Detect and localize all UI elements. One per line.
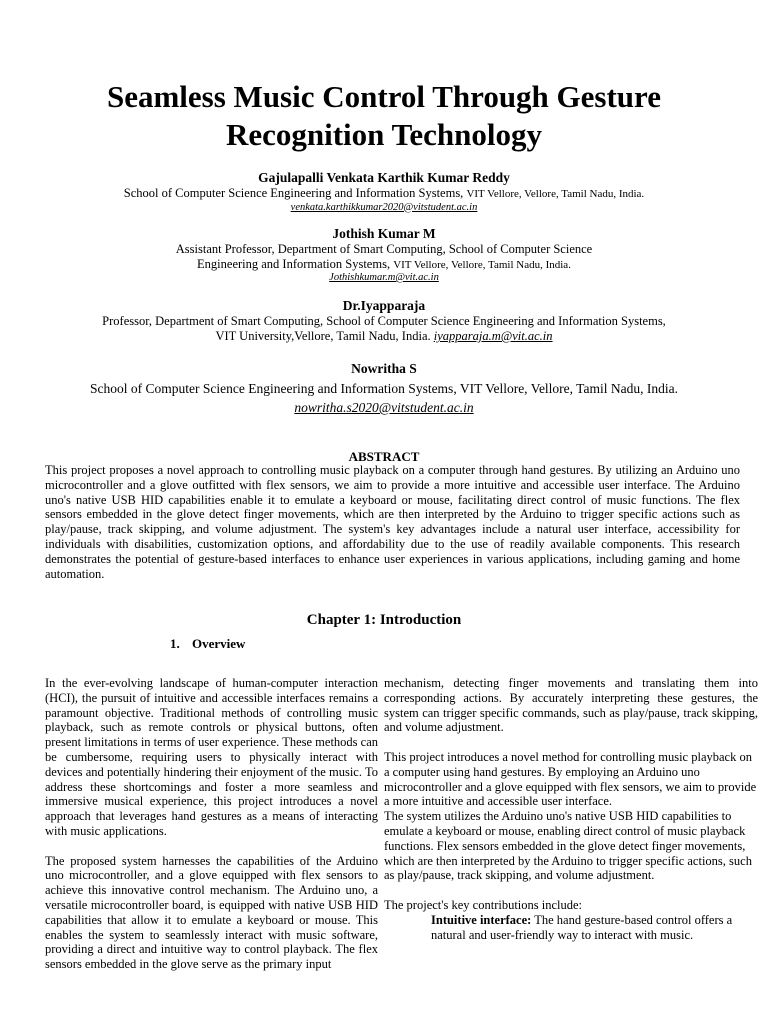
- author-block-2: [30, 226, 738, 284]
- author-affiliation: Assistant Professor, Department of Smart Computing, School of Computer Science: [175, 242, 593, 256]
- author-name: Gajulapalli Venkata Karthik Kumar Reddy: [258, 170, 510, 185]
- paragraph: The project's key contributions include:: [384, 897, 583, 912]
- author-name: Jothish Kumar M: [332, 226, 436, 241]
- section-number: 1.: [170, 636, 180, 651]
- author-email[interactable]: iyapparaja.m@vit.ac.in: [433, 329, 553, 343]
- author-block-3: [30, 298, 738, 344]
- paragraph: mechanism, detecting finger movements and translating them into corresponding actions. By accurately interpreting these gestures, the system can trigger specific commands, such as play/pause, track skipping, and volume adjustment.: [384, 676, 758, 735]
- left-column: [45, 676, 378, 972]
- abstract-heading: ABSTRACT: [348, 449, 420, 464]
- list-item-text: The hand gesture-based control offers a natural and user-friendly way to interact with music.: [431, 912, 733, 942]
- author-email[interactable]: Jothishkumar.m@vit.ac.in: [329, 272, 439, 283]
- section-heading: [170, 636, 245, 652]
- abstract-text: This project proposes a novel approach to controlling music playback on a computer through hand gestures. By utilizing an Arduino uno microcontroller and a glove outfitted with flex sensors, we aim to provide a more intuitive and accessible user interface. The Arduino uno's native USB HID capabilities enable it to emulate a keyboard or mouse, facilitating direct control of music functions. The flex sensors embedded in the glove detect finger movements, which are then interpreted by the Arduino to trigger specific actions such as play/pause, track skipping, and volume adjustment. The system's key advantages include a natural user interface, accessibility for individuals with disabilities, customization options, and affordability due to the use of readily available components. This research demonstrates the potential of gesture-based interfaces to enhance user experiences in various applications, including gaming and home automation.: [45, 463, 740, 581]
- right-column: [384, 676, 758, 942]
- author-name: Dr.Iyapparaja: [342, 298, 426, 313]
- section-title: Overview: [192, 636, 246, 651]
- author-affiliation: School of Computer Science Engineering and Information Systems, VIT Vellore, Vellore, Tamil Nadu, India.: [90, 381, 678, 396]
- author-block-4: [30, 361, 738, 416]
- list-item: [431, 913, 758, 943]
- author-affiliation: Engineering and Information Systems, VIT Vellore, Vellore, Tamil Nadu, India.: [197, 256, 571, 271]
- author-block-1: [30, 170, 738, 214]
- chapter-title: Chapter 1: Introduction: [306, 612, 462, 628]
- paragraph: The system utilizes the Arduino uno's native USB HID capabilities to emulate a keyboard or mouse, enabling direct control of music playback functions. Flex sensors embedded in the glove detect finger movements, which are then interpreted by the Arduino to trigger specific actions, such as play/pause, track skipping, and volume adjustment.: [384, 809, 752, 883]
- paragraph: In the ever-evolving landscape of human-computer interaction (HCI), the pursuit of intuitive and accessible interfaces remains a paramount objective. Traditional methods of controlling music playback, such as remote controls or physical buttons, often present limitations in terms of user experience. These methods can be cumbersome, requiring users to physically interact with devices and potentially hindering their enjoyment of the music. To address these shortcomings and foster a more seamless and immersive musical experience, this project introduces a novel approach that leverages hand gestures as a means of interacting with music applications.: [45, 676, 379, 838]
- author-affiliation: VIT University,Vellore, Tamil Nadu, India. iyapparaja.m@vit.ac.in: [215, 329, 553, 343]
- author-name: Nowritha S: [351, 361, 417, 376]
- author-affiliation: School of Computer Science Engineering and Information Systems, VIT Vellore, Vellore, Tamil Nadu, India.: [123, 186, 645, 200]
- paragraph: The proposed system harnesses the capabilities of the Arduino uno microcontroller, and a glove equipped with flex sensors to achieve this innovative control mechanism. The Arduino uno, a versatile microcontroller board, is equipped with native USB HID capabilities that allow it to emulate a keyboard or mouse. This enables the system to seamlessly interact with music software, providing a direct and intuitive way to control playback. The flex sensors embedded in the glove serve as the primary input: [45, 853, 378, 972]
- author-affiliation: Professor, Department of Smart Computing, School of Computer Science Engineering and Information Systems,: [102, 314, 666, 328]
- author-email[interactable]: nowritha.s2020@vitstudent.ac.in: [294, 400, 474, 415]
- list-item-label: Intuitive interface:: [431, 912, 532, 927]
- paper-title: Seamless Music Control Through Gesture Recognition Technology: [106, 79, 662, 152]
- paragraph: This project introduces a novel method for controlling music playback on a computer using hand gestures. By employing an Arduino uno microcontroller and a glove equipped with flex sensors, we aim to provide a more intuitive and accessible user interface.: [384, 749, 757, 809]
- author-email[interactable]: venkata.karthikkumar2020@vitstudent.ac.in: [290, 201, 478, 213]
